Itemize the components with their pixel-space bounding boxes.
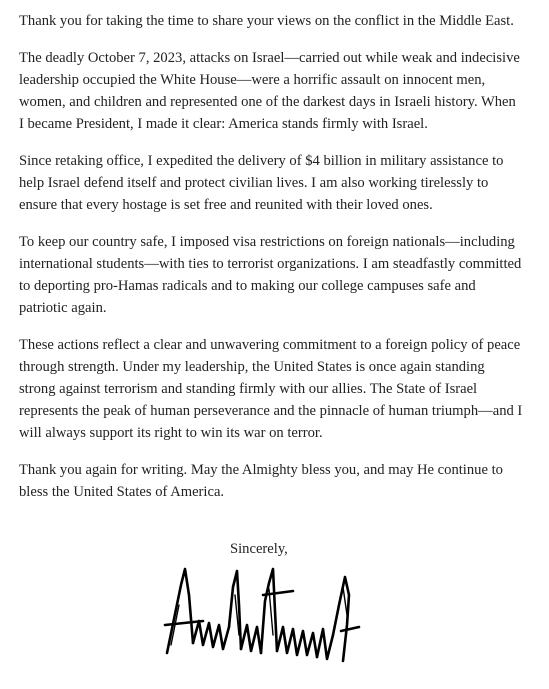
letter-body (19, 10, 524, 518)
paragraph-intro: Thank you for taking the time to share your views on the conflict in the Middle East. (19, 13, 514, 29)
signature-image (163, 565, 363, 665)
paragraph-visa-restrictions: To keep our country safe, I imposed visa restrictions on foreign nationals—including international students—with ties to terrorist organizations. I am steadfastly committed to deporting pro-Hamas radicals and to making our college campuses safe and patriotic again. (19, 234, 522, 316)
paragraph-october-7: The deadly October 7, 2023, attacks on Israel—carried out while weak and indecisive leadership occupied the White House—were a horrific assault on innocent men, women, and children and represented one of the darkest days in Israeli history. When I became President, I made it clear: America stands firmly with Israel. (19, 50, 520, 132)
paragraph-foreign-policy: These actions reflect a clear and unwavering commitment to a foreign policy of peace through strength. Under my leadership, the United States is once again standing strong against terrorism and standing firmly with our allies. The State of Israel represents the peak of human perseverance and the pinnacle of human triumph—and I will always support its right to win its war on terror. (19, 337, 523, 441)
paragraph-thanks: Thank you again for writing. May the Almighty bless you, and may He continue to bless the United States of America. (19, 462, 503, 500)
closing-salutation: Sincerely, (230, 541, 288, 557)
paragraph-military-assistance: Since retaking office, I expedited the delivery of $4 billion in military assistance to help Israel defend itself and protect civilian lives. I am also working tirelessly to ensure that every hostage is set free and reunited with their loved ones. (19, 153, 504, 213)
